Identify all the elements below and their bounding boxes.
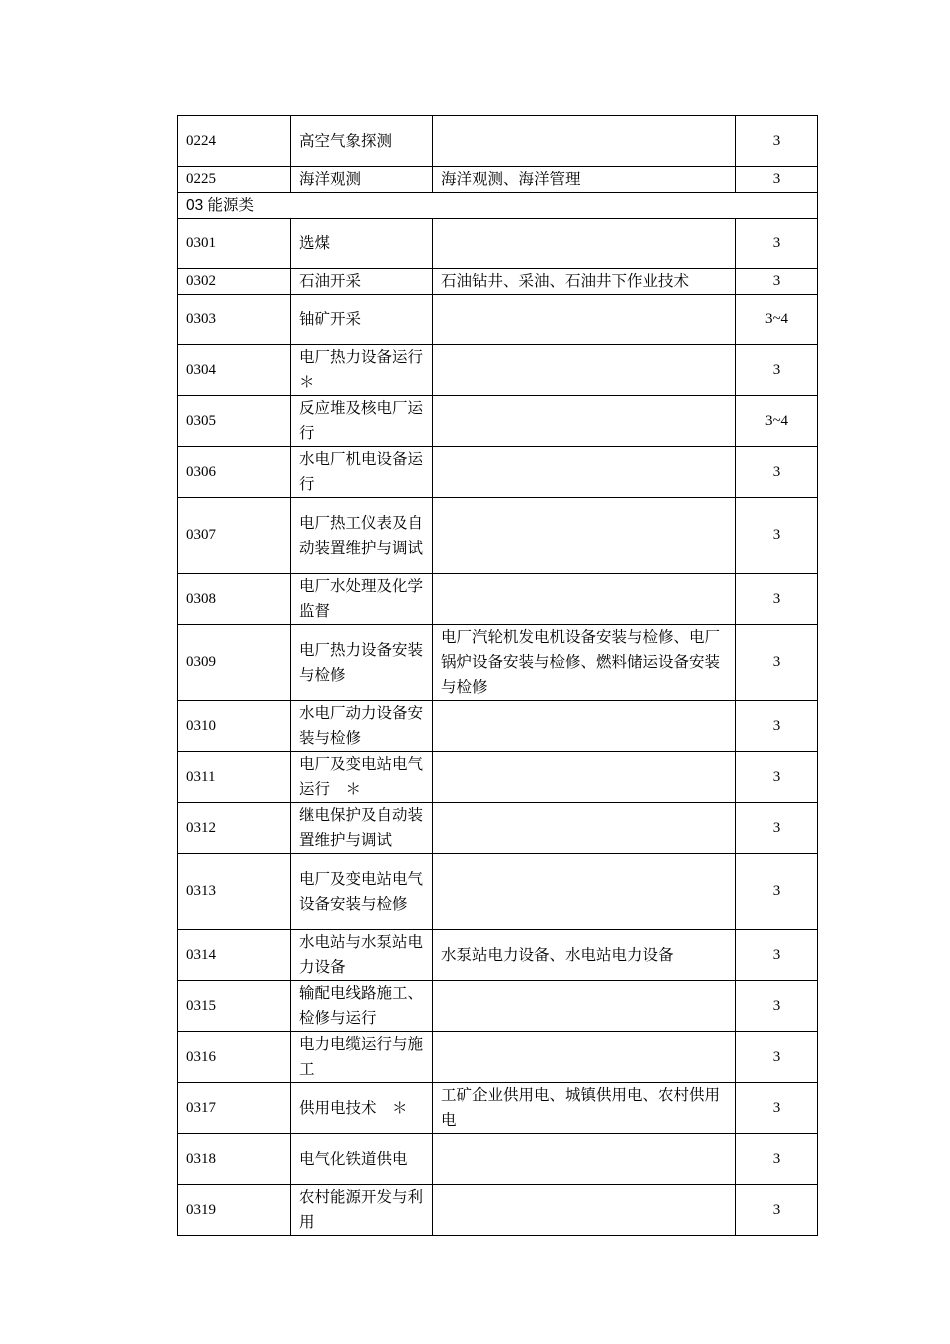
code-cell: 0314 bbox=[178, 930, 291, 981]
table-row bbox=[178, 295, 818, 345]
table-row bbox=[178, 1134, 818, 1185]
code-cell: 0301 bbox=[178, 219, 291, 269]
years-cell: 3 bbox=[736, 752, 818, 803]
name-cell: 水电站与水泵站电力设备 bbox=[291, 930, 433, 981]
years-cell: 3 bbox=[736, 625, 818, 701]
direction-cell: 水泵站电力设备、水电站电力设备 bbox=[433, 930, 736, 981]
table-row bbox=[178, 396, 818, 447]
code-cell: 0303 bbox=[178, 295, 291, 345]
name-cell: 电厂及变电站电气设备安装与检修 bbox=[291, 854, 433, 930]
direction-cell: 海洋观测、海洋管理 bbox=[433, 167, 736, 193]
years-cell: 3 bbox=[736, 1083, 818, 1134]
direction-cell bbox=[433, 345, 736, 396]
name-cell: 继电保护及自动装置维护与调试 bbox=[291, 803, 433, 854]
years-cell: 3 bbox=[736, 269, 818, 295]
direction-cell bbox=[433, 1185, 736, 1236]
code-cell: 0318 bbox=[178, 1134, 291, 1185]
code-cell: 0319 bbox=[178, 1185, 291, 1236]
direction-cell bbox=[433, 701, 736, 752]
direction-cell bbox=[433, 498, 736, 574]
name-cell: 水电厂机电设备运行 bbox=[291, 447, 433, 498]
name-cell: 高空气象探测 bbox=[291, 116, 433, 167]
table-row bbox=[178, 345, 818, 396]
code-cell: 0315 bbox=[178, 981, 291, 1032]
table-row bbox=[178, 803, 818, 854]
name-cell: 电厂热工仪表及自动装置维护与调试 bbox=[291, 498, 433, 574]
table-row bbox=[178, 498, 818, 574]
table-row bbox=[178, 701, 818, 752]
table-row bbox=[178, 625, 818, 701]
code-cell: 0304 bbox=[178, 345, 291, 396]
years-cell: 3 bbox=[736, 345, 818, 396]
category-row bbox=[178, 193, 818, 219]
category-heading: 03 能源类 bbox=[178, 193, 818, 219]
direction-cell bbox=[433, 981, 736, 1032]
years-cell: 3~4 bbox=[736, 295, 818, 345]
name-cell: 农村能源开发与利用 bbox=[291, 1185, 433, 1236]
direction-cell bbox=[433, 574, 736, 625]
name-cell: 供用电技术 ＊ bbox=[291, 1083, 433, 1134]
name-cell: 海洋观测 bbox=[291, 167, 433, 193]
direction-cell bbox=[433, 1134, 736, 1185]
code-cell: 0308 bbox=[178, 574, 291, 625]
table-row bbox=[178, 930, 818, 981]
direction-cell bbox=[433, 854, 736, 930]
code-cell: 0307 bbox=[178, 498, 291, 574]
direction-cell bbox=[433, 752, 736, 803]
direction-cell bbox=[433, 447, 736, 498]
name-cell: 铀矿开采 bbox=[291, 295, 433, 345]
direction-cell: 电厂汽轮机发电机设备安装与检修、电厂锅炉设备安装与检修、燃料储运设备安装与检修 bbox=[433, 625, 736, 701]
years-cell: 3 bbox=[736, 930, 818, 981]
direction-cell: 石油钻井、采油、石油井下作业技术 bbox=[433, 269, 736, 295]
code-cell: 0309 bbox=[178, 625, 291, 701]
code-cell: 0225 bbox=[178, 167, 291, 193]
direction-cell bbox=[433, 116, 736, 167]
code-cell: 0313 bbox=[178, 854, 291, 930]
name-cell: 电厂水处理及化学监督 bbox=[291, 574, 433, 625]
name-cell: 电气化铁道供电 bbox=[291, 1134, 433, 1185]
code-cell: 0311 bbox=[178, 752, 291, 803]
table-row bbox=[178, 219, 818, 269]
years-cell: 3 bbox=[736, 854, 818, 930]
direction-cell bbox=[433, 219, 736, 269]
table-row bbox=[178, 269, 818, 295]
name-cell: 石油开采 bbox=[291, 269, 433, 295]
direction-cell bbox=[433, 295, 736, 345]
name-cell: 反应堆及核电厂运行 bbox=[291, 396, 433, 447]
code-cell: 0302 bbox=[178, 269, 291, 295]
code-cell: 0310 bbox=[178, 701, 291, 752]
code-cell: 0224 bbox=[178, 116, 291, 167]
years-cell: 3 bbox=[736, 1032, 818, 1083]
direction-cell bbox=[433, 803, 736, 854]
table-row bbox=[178, 447, 818, 498]
table-row bbox=[178, 116, 818, 167]
name-cell: 输配电线路施工、检修与运行 bbox=[291, 981, 433, 1032]
years-cell: 3 bbox=[736, 116, 818, 167]
code-cell: 0312 bbox=[178, 803, 291, 854]
table-row bbox=[178, 574, 818, 625]
table-row bbox=[178, 752, 818, 803]
code-cell: 0317 bbox=[178, 1083, 291, 1134]
years-cell: 3 bbox=[736, 1134, 818, 1185]
years-cell: 3 bbox=[736, 981, 818, 1032]
code-cell: 0305 bbox=[178, 396, 291, 447]
years-cell: 3 bbox=[736, 447, 818, 498]
years-cell: 3 bbox=[736, 219, 818, 269]
direction-cell bbox=[433, 1032, 736, 1083]
table-row bbox=[178, 981, 818, 1032]
name-cell: 水电厂动力设备安装与检修 bbox=[291, 701, 433, 752]
years-cell: 3 bbox=[736, 498, 818, 574]
years-cell: 3 bbox=[736, 701, 818, 752]
years-cell: 3 bbox=[736, 1185, 818, 1236]
years-cell: 3 bbox=[736, 574, 818, 625]
table-row bbox=[178, 1032, 818, 1083]
direction-cell bbox=[433, 396, 736, 447]
table-row bbox=[178, 167, 818, 193]
table-row bbox=[178, 1185, 818, 1236]
years-cell: 3 bbox=[736, 167, 818, 193]
name-cell: 选煤 bbox=[291, 219, 433, 269]
name-cell: 电厂及变电站电气运行 ＊ bbox=[291, 752, 433, 803]
table-row bbox=[178, 854, 818, 930]
years-cell: 3 bbox=[736, 803, 818, 854]
years-cell: 3~4 bbox=[736, 396, 818, 447]
majors-table bbox=[177, 115, 818, 1236]
name-cell: 电力电缆运行与施工 bbox=[291, 1032, 433, 1083]
code-cell: 0316 bbox=[178, 1032, 291, 1083]
name-cell: 电厂热力设备安装与检修 bbox=[291, 625, 433, 701]
table-row bbox=[178, 1083, 818, 1134]
direction-cell: 工矿企业供用电、城镇供用电、农村供用电 bbox=[433, 1083, 736, 1134]
code-cell: 0306 bbox=[178, 447, 291, 498]
name-cell: 电厂热力设备运行 ＊ bbox=[291, 345, 433, 396]
